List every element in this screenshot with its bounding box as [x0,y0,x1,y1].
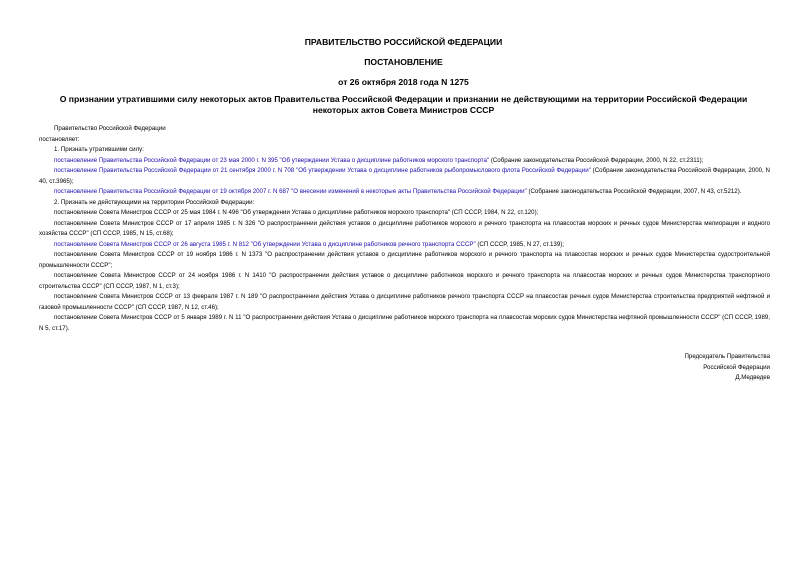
date-number: от 26 октября 2018 года N 1275 [338,77,469,87]
signature-name: Д.Медведев [735,374,770,381]
act-link[interactable]: постановление Совета Министров СССР от 26 августа 1985 г. N 812 "Об утверждении Устава о дисциплине работников речного транспорта СССР" [54,240,476,248]
section2-item: постановление Совета Министров СССР от 24 ноября 1986 г. N 1410 "О распространении действия уставов о дисциплине работников морского и речного транспорта на плавсостав морских и речных судов Министерства транспортного строительства СССР" (СП СССР, 1987, N 1, ст.3); [39,272,770,290]
signature-position-line1: Председатель Правительства [684,353,770,360]
signature-position-line2: Российской Федерации [703,363,770,371]
section2-item: постановление Совета Министров СССР от 13 февраля 1987 г. N 189 "О распространении действия Устава о дисциплине работников речного транспорта СССР на плавсостав речных судов Министерства строительства предприятий нефтяной и газовой промышленности СССР" (СП СССР, 1987, N 12, ст.46); [39,293,770,311]
citation: (Собрание законодательства Российской Федерации, 2000, N 22, ст.2311); [489,156,704,164]
citation: (СП СССР, 1985, N 27, ст.139); [475,240,564,248]
section1-item [39,166,770,187]
section2-item: постановление Совета Министров СССР от 19 ноября 1986 г. N 1373 "О распространении действия уставов о дисциплине работников морского и речного транспорта на плавсостав морских и речных судов Министерства судостроительной промышленности СССР"; [39,251,770,269]
doc-type-heading: ПОСТАНОВЛЕНИЕ [364,57,443,67]
citation: (Собрание законодательства Российской Федерации, 2000, N 40, ст.3965); [39,167,770,185]
act-link[interactable]: постановление Правительства Российской Федерации от 19 октября 2007 г. N 687 "О внесении изменений в некоторые акты Правительства Российской Федерации" [54,188,527,195]
section2-item: постановление Совета Министров СССР от 5 января 1989 г. N 11 "О распространении действия Устава о дисциплине работников морского транспорта на плавсостав морских судов Министерства нефтяной промышленности СССР" (СП СССР, 1989, N 5, ст.17). [39,314,770,332]
section2-heading: 2. Признать не действующими на территории Российской Федерации: [54,198,255,206]
intro-line1: Правительство Российской Федерации [54,125,166,132]
citation: (Собрание законодательства Российской Федерации, 2007, N 43, ст.5212). [526,188,742,195]
document-body [39,124,770,334]
act-link[interactable]: постановление Правительства Российской Федерации от 23 мая 2000 г. N 395 "Об утверждении Устава о дисциплине работников морского транспорта" [54,156,490,164]
section2-item: постановление Совета Министров СССР от 25 мая 1984 г. N 496 "Об утверждении Устава о дисциплине работников морского транспорта" (СП СССР, 1984, N 22, ст.120); [54,209,539,216]
document-title: О признании утратившими силу некоторых актов Правительства Российской Федерации и признании не действующими на территории Российской Федерации некоторых актов Совета Министров СССР [59,94,748,115]
section2-item [39,240,770,251]
section1-item [39,156,770,167]
signature-block [560,352,770,384]
section1-item [39,187,770,198]
section1-heading: 1. Признать утратившими силу: [54,146,144,153]
government-heading: ПРАВИТЕЛЬСТВО РОССИЙСКОЙ ФЕДЕРАЦИИ [304,37,503,47]
intro-line2: постановляет: [39,135,80,143]
act-link[interactable]: постановление Правительства Российской Федерации от 21 сентября 2000 г. N 708 "Об утверждении Устава о дисциплине работников рыбопромыслового флота Российской Федерации" [54,167,591,174]
section2-item: постановление Совета Министров СССР от 17 апреля 1985 г. N 326 "О распространении действия уставов о дисциплине работников морского и речного транспорта на плавсостав морских и речных судов Министерства мелиорации и водного хозяйства СССР" (СП СССР, 1985, N 15, ст.68); [39,219,770,237]
